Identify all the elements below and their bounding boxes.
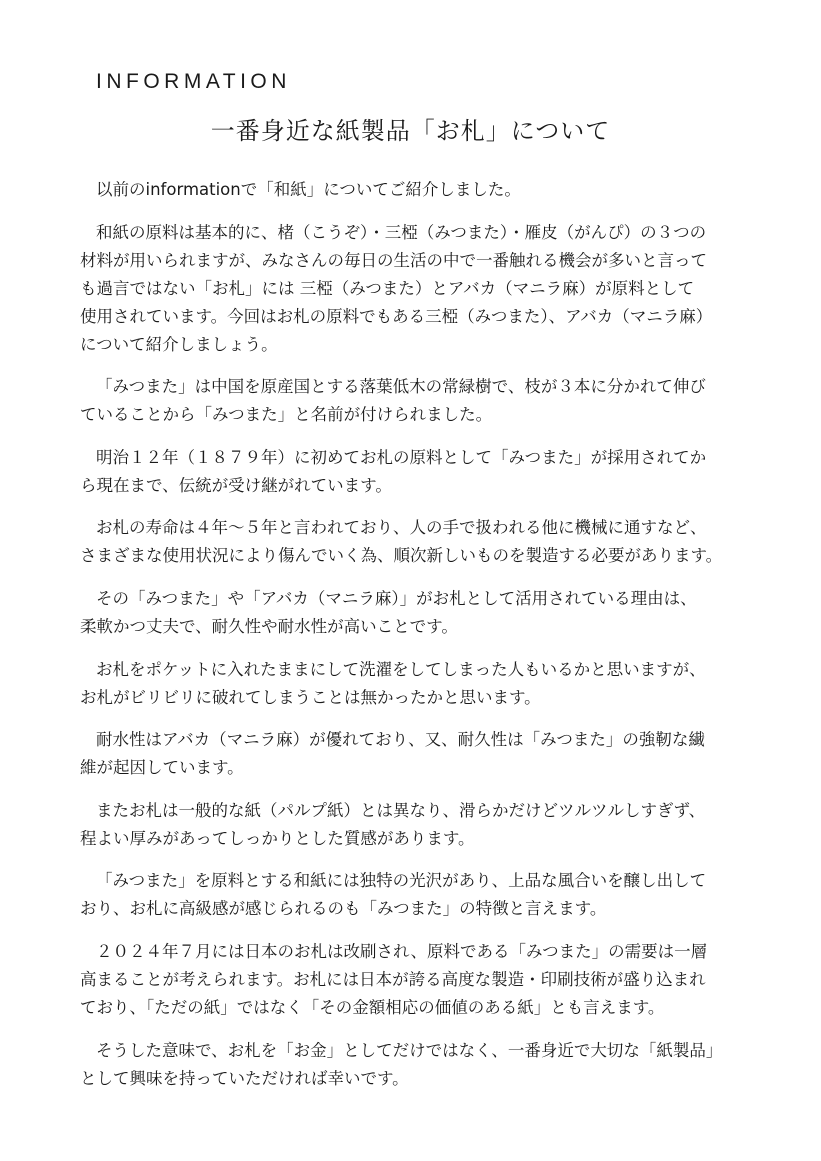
article-body (80, 176, 760, 1107)
paragraph (80, 514, 760, 570)
information-label: INFORMATION (96, 70, 291, 93)
paragraph (80, 176, 760, 204)
text-line: お札をポケットに入れたままにして洗濯をしてしまった人もいるかと思いますが、 (96, 659, 706, 679)
paragraph (80, 867, 760, 923)
text-line: 維が起因しています。 (80, 758, 244, 778)
text-line: 高まることが考えられます。お札には日本が誇る高度な製造・印刷技術が盛り込まれ (80, 969, 706, 989)
text-line: 程よい厚みがあってしっかりとした質感があります。 (80, 828, 475, 848)
text-line: 和紙の原料は基本的に、楮（こうぞ）・三椏（みつまた）・雁皮（がんぴ）の３つの (96, 222, 707, 242)
text-line: 材料が用いられますが、みなさんの毎日の生活の中で一番触れる機会が多いと言って (80, 250, 707, 270)
text-line: 「みつまた」を原料とする和紙には独特の光沢があり、上品な風合いを醸し出して (96, 871, 707, 891)
paragraph (80, 444, 760, 500)
paragraph (80, 726, 760, 782)
paragraph (80, 219, 760, 359)
text-line: またお札は一般的な紙（パルプ紙）とは異なり、滑らかだけどツルツルしすぎず、 (96, 800, 706, 820)
text-line: ており、「ただの紙」ではなく「その金額相応の価値のある紙」とも言えます。 (80, 997, 665, 1017)
text-line: 明治１２年（１８７９年）に初めてお札の原料として「みつまた」が採用されてか (96, 447, 707, 467)
text-line: 使用されています。今回はお札の原料でもある三椏（みつまた）、アバカ（マニラ麻） (80, 306, 713, 326)
text-line: 「みつまた」は中国を原産国とする落葉低木の常緑樹で、枝が３本に分かれて伸び (96, 377, 706, 397)
text-line: も過言ではない「お札」には 三椏（みつまた）とアバカ（マニラ麻）が原料として (80, 278, 695, 298)
text-line: ら現在まで、伝統が受け継がれています。 (80, 475, 392, 495)
paragraph (80, 1037, 760, 1093)
paragraph (80, 585, 760, 641)
text-line: お札がビリビリに破れてしまうことは無かったかと思います。 (80, 687, 541, 707)
text-line: その「みつまた」や「アバカ（マニラ麻）」がお札として活用されている理由は、 (96, 588, 697, 608)
text-line: お札の寿命は４年～５年と言われており、人の手で扱われる他に機械に通すなど、 (96, 518, 707, 538)
paragraph (80, 797, 760, 853)
paragraph (80, 656, 760, 712)
text-line: について紹介しましょう。 (80, 334, 278, 354)
text-line: 以前のinformationで「和紙」についてご紹介しました。 (96, 180, 521, 199)
text-line: そうした意味で、お札を「お金」としてだけではなく、一番身近で大切な「紙製品」 (96, 1040, 723, 1060)
text-line: さまざまな使用状況により傷んでいく為、順次新しいものを製造する必要があります。 (80, 546, 723, 566)
text-line: 耐水性はアバカ（マニラ麻）が優れており、又、耐久性は「みつまた」の強靭な繊 (96, 730, 705, 750)
paragraph (80, 373, 760, 429)
text-line: として興味を持っていただければ幸いです。 (80, 1068, 409, 1088)
page-title: 一番身近な紙製品「お札」について (210, 117, 611, 145)
text-line: 柔軟かつ丈夫で、耐久性や耐水性が高いことです。 (80, 616, 458, 636)
text-line: ていることから「みつまた」と名前が付けられました。 (80, 405, 493, 425)
paragraph (80, 938, 760, 1022)
text-line: ２０２４年７月には日本のお札は改刷され、原料である「みつまた」の需要は一層 (96, 941, 708, 961)
text-line: おり、お札に高級感が感じられるのも「みつまた」の特徴と言えます。 (80, 899, 607, 919)
